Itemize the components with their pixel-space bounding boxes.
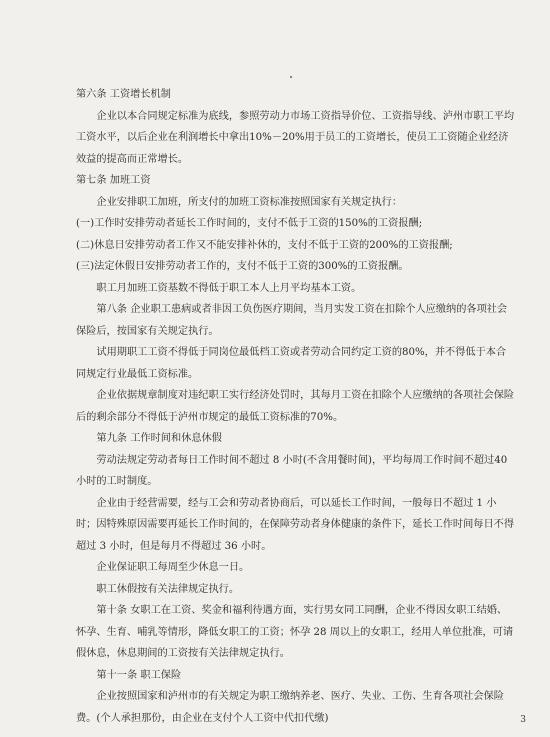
paragraph: 职工休假按有关法律规定执行。 xyxy=(96,583,240,595)
paragraph: 试用期职工工资不得低于同岗位最低档工资或者劳动合同约定工资的80%，并不得低于本合同规定行业最低工资标准。 xyxy=(76,347,507,380)
paragraph: 企业由于经营需要，经与工会和劳动者协商后，可以延长工作时间，一般每日不超过 1 小时；因特殊原因需要再延长工作时间的，在保障劳动者身体健康的条件下，延长工作时间每日不得超过 3 小时，但是每月不得超过 36 小时。 xyxy=(76,497,515,552)
paragraph: 职工月加班工资基数不得低于职工本人上月平均基本工资。 xyxy=(96,282,362,294)
paragraph: 劳动法规定劳动者每日工作时间不超过 8 小时(不含用餐时间)，平均每周工作时间不超过40小时的工时制度。 xyxy=(76,454,508,487)
list-item: (二)休息日安排劳动者工作又不能安排补休的，支付不低于工资的200%的工资报酬; xyxy=(76,239,453,251)
section-heading: 第七条 加班工资 xyxy=(76,175,151,186)
scan-speck xyxy=(290,76,292,78)
page-number: 3 xyxy=(520,715,526,725)
document-body xyxy=(76,84,516,729)
paragraph: 企业保证职工每周至少休息一日。 xyxy=(96,562,250,573)
list-item: (一)工作时安排劳动者延长工作时间的，支付不低于工资的150%的工资报酬; xyxy=(76,218,423,229)
paragraph: 第八条 企业职工患病或者非因工负伤医疗期间，当月实发工资在扣除个人应缴纳的各项社会保险后，按国家有关规定执行。 xyxy=(76,304,508,337)
paragraph: 企业以本合同规定标准为底线，参照劳动力市场工资指导价位、工资指导线、泸州市职工平均工资水平，以后企业在利润增长中拿出10%－20%用于员工的工资增长，使员工工资随企业经济效益的提高而正常增长。 xyxy=(76,110,515,165)
section-heading: 第六条 工资增长机制 xyxy=(76,89,171,100)
paragraph: 企业按照国家和泸州市的有关规定为职工缴纳养老、医疗、失业、工伤、生育各项社会保险费。(个人承担那份，由企业在支付个人工资中代扣代缴) xyxy=(76,691,504,724)
paragraph: 企业安排职工加班，所支付的加班工资标准按照国家有关规定执行： xyxy=(96,196,403,208)
paragraph: 第十条 女职工在工资、奖金和福利待遇方面，实行男女同工同酬，企业不得因女职工结婚、怀孕、生育、哺乳等情形，降低女职工的工资；怀孕 28 周以上的女职工，经用人单位批准，可请假休息，休息期间的工资按有关法律规定执行。 xyxy=(76,605,514,659)
paragraph: 第十一条 职工保险 xyxy=(96,669,182,681)
paragraph: 企业依据规章制度对违纪职工实行经济处罚时，其每月工资在扣除个人应缴纳的各项社会保险后的剩余部分不得低于泸州市规定的最低工资标准的70%。 xyxy=(76,390,515,423)
paragraph: 第九条 工作时间和休息休假 xyxy=(96,433,222,444)
list-item: (三)法定休假日安排劳动者工作的，支付不低于工资的300%的工资报酬。 xyxy=(76,261,409,272)
